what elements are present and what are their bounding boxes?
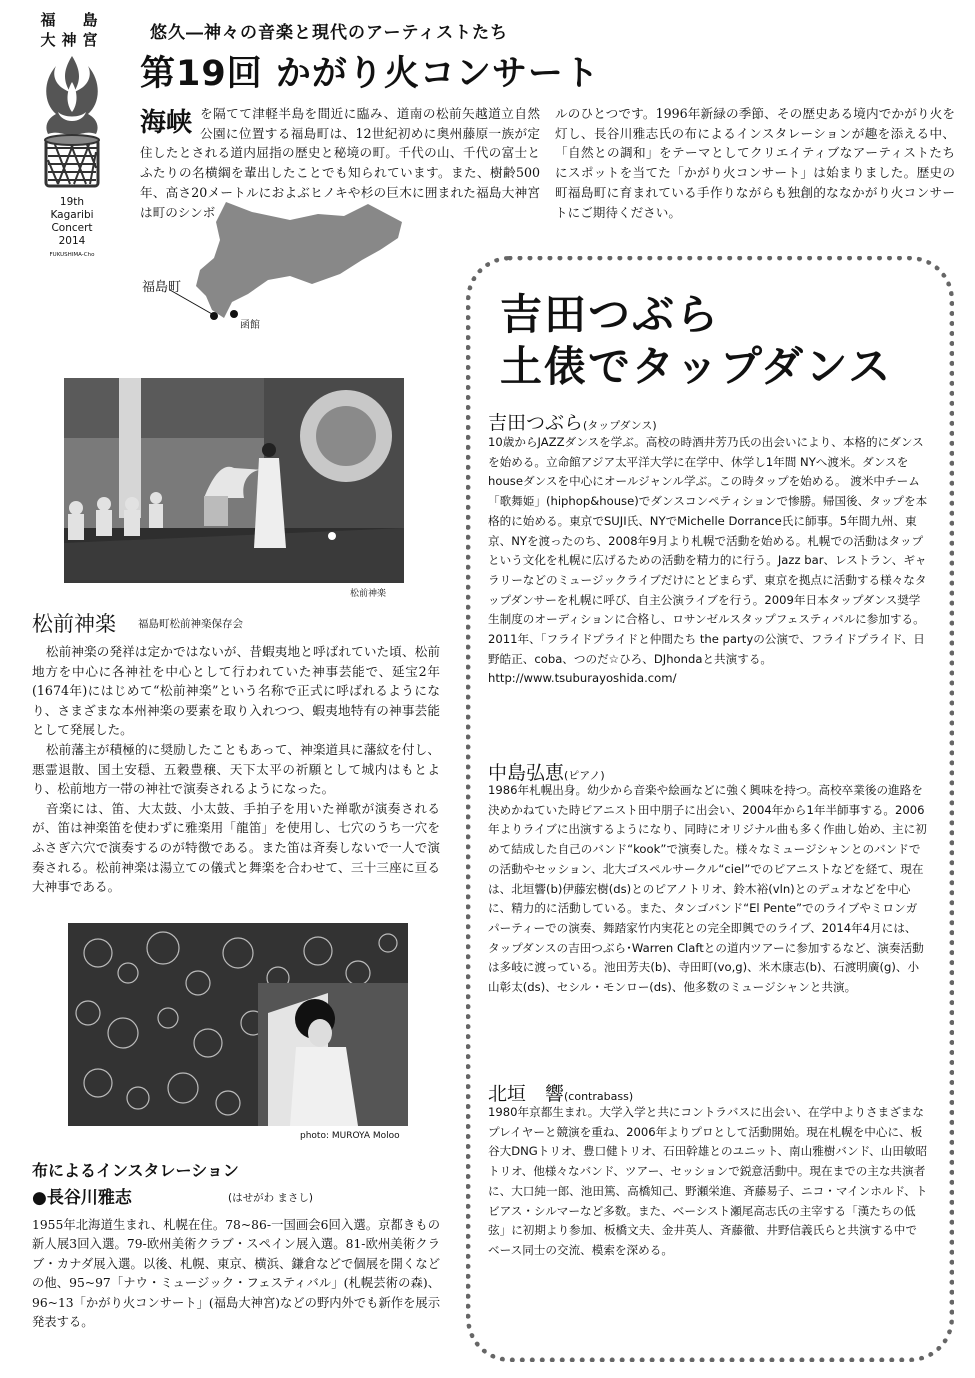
performer-bio: 1980年京都生まれ。大学入学と共にコントラバスに出会い、在学中よりさまざまなプレイヤーと競演を重ね、2006年よりプロとして活動開始。現在札幌を中心に、板谷大DNGトリオ、豊口健トリオ、石田幹雄とのユニット、南山雅樹バンド、山田敏昭トリオ、他様々なバンド、ツアー、セッションで鋭意活動中。現在までの主な共演者に、大口純一郎、池田篤、高橋知己、野瀬栄進、斉藤易子、ニコ・マインホルド、トビアス・シルマーなど多数。また、ベーシスト瀬尾高志氏の主宰する「漢たちの低弦」に初期より参加、板橋文夫、金井英人、斉藤徹、井野信義氏らと共演する中でベース同士の交流、模索を深める。 [488,1105,928,1257]
feature-title-line1: 吉田つぶら [500,290,721,339]
performer-name: 北垣 響 [488,1083,565,1105]
installation-artist-reading: (はせがわ まさし) [228,1192,314,1204]
logo-text-fukushima: 福 島 [40,11,104,29]
page-subtitle: 悠久―神々の音楽と現代のアーティストたち [150,23,509,43]
kagura-photo-image [64,378,404,583]
intro-text-left: を隔てて津軽半島を間近に臨み、道南の松前矢越道立自然公園に位置する福島町は、12世紀初めに奥州藤原一族が定住したとされる道内屈指の歴史と秘境の町。千代の山、千代の富士とふたりの名横綱を輩出したことでも知られています。また、樹齢500年、高さ20メートルにおよぶヒノキや杉の巨木に囲まれた福島大神宮は町のシンボ [140,106,540,220]
feature-title-line2: 土俵でタップダンス [500,342,893,391]
performer-role: (contrabass) [564,1090,634,1103]
intro-column-right: ルのひとつです。1996年新緑の季節、その歴史ある境内でかがり火を灯し、長谷川雅志氏の布によるインスタレーションが趣を添える中、「自然との調和」をテーマとしてクリエイティブなアーティストたちにスポットを当てた「かがり火コンサート」は始まりました。歴史の町福島町に育まれている手作りながらも独創的ななかがり火コンサートにご期待ください。 [555,106,955,220]
performer-bio: 10歳からJAZZダンスを学ぶ。高校の時酒井芳乃氏の出会いにより、本格的にダンスを始める。立命館アジア太平洋大学に在学中、休学し1年間 NYへ渡米。ダンスをhouseダンスを中心にオールジャンル学ぶ。この時タップを始める。 渡米中チーム「歌舞姫」(hiphop&house)でダンスコンペティションで惨勝。帰国後、タップを本格的に始める。東京でSUJI氏、NYでMichelle Dorrance氏に師事。5年間九州、東京、NYを渡ったのち、2008年9月より札幌で活動を始める。札幌での活動はタップという文化を札幌に広げるための活動を精力的に行う。Jazz bar、レストラン、ギャラリーなどのミュージックライブだけにとどまらず、東京を拠点に活動する様々なタップダンサーを札幌に呼び、自主公演ライブを行う。2009年日本タップダンス奨学生制度のオーディションに合格し、ロサンゼルスタップフェスティバルに参加する。2011年、「フライドプライドと仲間たち the partyの公演で、フライドプライド、日野皓正、coba、つのだ☆ひろ、DJhondaと共演する。 http://www.tsuburayoshida.com/ [488,435,928,686]
matsumae-paragraph: 松前藩主が積極的に奨励したこともあって、神楽道具に藩紋を付し、悪霊退散、国土安穏、五穀豊穣、天下太平の祈願として城内はもとより、松前地方一帯の神社で演奏されるようになった。 [32,741,440,797]
logo-text-daijingu: 大神宮 [40,31,104,49]
hokkaido-map [140,198,410,330]
matsumae-paragraph: 松前神楽の発祥は定かではないが、昔蝦夷地と呼ばれていた頃、松前地方を中心に各神社を中心として行われていた神事芸能で、延宝2年(1674年)にはじめて“松前神楽”という名称で正式に呼ばれるようになり、さまざまな本州神楽の要素を取り入れつつ、蝦夷地特有の神事芸能として発展した。 [32,644,440,738]
logo-edition: 19th [59,196,85,208]
intro-dropcap: 海峡 [140,108,193,138]
section-org-matsumae: 福島町松前神楽保存会 [138,618,243,630]
section-heading-matsumae: 松前神楽 [32,612,116,636]
photo-matsumae-kagura [64,378,404,583]
section-heading-installation: 布によるインスタレーション [32,1161,239,1180]
logo-town: FUKUSHIMA-Cho [49,252,95,258]
installation-artist-name: ●長谷川雅志 [32,1188,132,1208]
installation-photo-image [68,923,408,1126]
performer-bio: 1986年札幌出身。幼少から音楽や絵画などに強く興味を持つ。高校卒業後の進路を決めかねていた時ピアニスト田中朋子に出会い、2004年から1年半師事する。2006年よりライブに出演するようになり、同時にオリジナル曲も多く作曲し始め、主に初めて結成した自己のバンド“kook”で演奏した。様々なミュージシャンとのバンドでの活動やセッション、北大ゴスペルサークル“ciel”でのピアニストなどを経て、現在は、北垣響(b)伊藤宏樹(ds)とのピアノトリオ、鈴木裕(vln)とのデュオなどを中心に、精力的に活動している。また、タンゴバンド“El Pente”でのライブやミロンガパーティーでの演奏、舞踏家竹内実花との完全即興でのライブ、2014年4月には、タップダンスの吉田つぶら･Warren Claftとの道内ツアーに参加するなど、演奏活動は多岐に渡っている。池田芳夫(b)、寺田町(vo,g)、米木康志(b)、石渡明廣(g)、小山彰太(ds)、セシル・モンロー(ds)、他多数のミュージシャンと共演。 [488,783,927,995]
page-title: 第19回 かがり火コンサート [140,54,600,94]
photo-installation [68,923,408,1126]
performer-name: 吉田つぶら [488,412,584,434]
performer-role: (タップダンス) [583,419,657,432]
map-label-hakodate: 函館 [240,320,260,331]
performer-role: (ピアノ) [564,769,605,782]
map-connector-lines [140,198,410,330]
logo-kagaribi: Kagaribi [50,209,94,221]
matsumae-paragraph: 音楽には、笛、大太鼓、小太鼓、手拍子を用いた禅歌が演奏されるが、笛は神楽笛を使わずに雅楽用「龍笛」を使用し、七穴のうち一穴をふさぎ六穴で演奏するのが特徴である。また笛は斉奏しないで一人で演奏される。松前神楽は湯立ての儀式と舞楽を合わせて、三十三座に亘る大神事である。 [32,800,440,895]
installation-body: 1955年北海道生まれ、札幌在住。78~86-一国画会6回入選。京都きもの新人展3回入選。79-欧州美術クラブ・スペイン展入選。81-欧州美術クラブ・カナダ展入選。以後、札幌、東京、横浜、鎌倉などで個展を開くなどの他、95~97「ナウ・ミュージック・フェスティバル」(札幌芸術の森)、96~13「かがり火コンサート」(福島大神宮)などの野内外でも新作を展示発表する。 [32,1218,440,1330]
section-body-matsumae [32,642,440,897]
flame-basket-icon [34,52,110,190]
logo-concert: Concert [51,222,93,234]
photo2-caption: photo: MUROYA Moloo [300,1131,400,1141]
performer-name: 中島弘恵 [488,762,565,784]
logo-year: 2014 [58,235,86,247]
map-label-fukushima: 福島町 [142,280,182,295]
performer-heading [488,1079,633,1106]
photo1-caption: 松前神楽 [350,589,387,599]
concert-logo [22,10,122,272]
performer-heading [488,408,657,435]
